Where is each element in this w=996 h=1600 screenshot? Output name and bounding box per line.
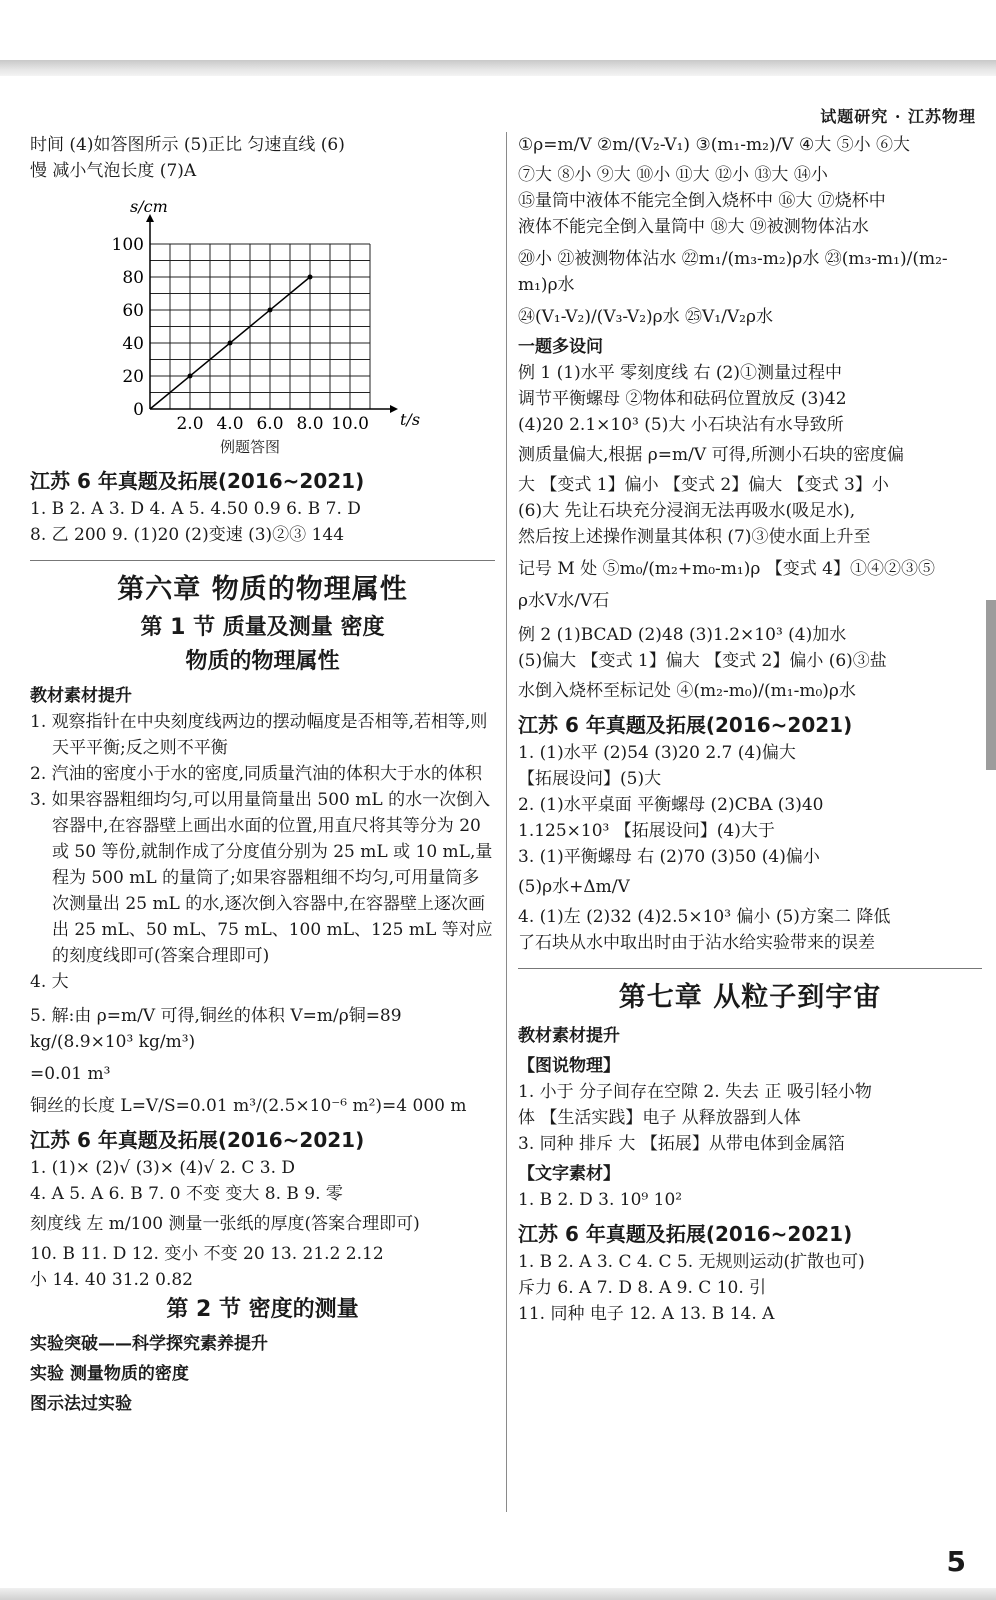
example-line: 调节平衡螺母 ②物体和砝码位置放反 (3)42 (518, 389, 847, 409)
right-column (518, 132, 982, 1327)
subsection-title: 教材素材提升 (30, 686, 132, 706)
answer-line: ⑮量筒中液体不能完全倒入烧杯中 ⑯大 ⑰烧杯中 (518, 191, 886, 211)
bottom-scan-band (0, 1588, 996, 1600)
section-rule (30, 560, 495, 561)
answer-line: ①ρ=m/V ②m/(V₂-V₁) ③(m₁-m₂)/V ④大 ⑤小 ⑥大 (518, 135, 911, 155)
answer-line: (5)ρ水+Δm/V (518, 877, 630, 897)
subsection-title: 实验 测量物质的密度 (30, 1364, 189, 1384)
data-point (188, 374, 193, 379)
y-tick-label: 80 (122, 268, 144, 288)
graph-caption: 例题答图 (220, 438, 281, 456)
example-line: 测质量偏大,根据 ρ=m/V 可得,所测小石块的密度偏 (518, 445, 904, 465)
answer-line: ㉔(V₁-V₂)/(V₃-V₂)ρ水 ㉕V₁/V₂ρ水 (518, 307, 773, 327)
example-line: 例 1 (1)水平 零刻度线 右 (2)①测量过程中 (518, 363, 842, 383)
y-tick-label: 40 (122, 334, 144, 354)
graph-area (30, 184, 495, 434)
answer-line: 4. (1)左 (2)32 (4)2.5×10³ 偏小 (5)方案二 降低 (518, 907, 891, 927)
data-point (228, 341, 233, 346)
x-axis-arrow (390, 405, 398, 413)
answer-line: 液体不能完全倒入量筒中 ⑱大 ⑲被测物体沾水 (518, 217, 869, 237)
example-line: 记号 M 处 ⑤m₀/(m₂+m₀-m₁)ρ 【变式 4】①④②③⑤ (518, 559, 935, 579)
page-number: 5 (946, 1545, 966, 1578)
answer-item: 1. 观察指针在中央刻度线两边的摆动幅度是否相等,若相等,则天平平衡;反之则不平衡 (30, 712, 488, 758)
answer-line: 8. 乙 200 9. (1)20 (2)变速 (3)②③ 144 (30, 525, 345, 545)
answer-item: 3. 如果容器粗细均匀,可以用量筒量出 500 mL 的水一次倒入容器中,在容器壁上画出水面的位置,用直尺将其等分为 20 或 50 等份,就制作成了分度值分别为 25 mL 或 10 mL,量程为 500 mL 的量筒了;如果容器粗细不均匀,可用量筒多次测量出 25 mL 的水,逐次倒入容器中,在容器壁上逐次画出 25 mL、50 mL、75 mL、100 mL、125 mL 等对应的刻度线即可(答案合理即可) (30, 790, 493, 966)
y-axis-label: s/cm (130, 197, 168, 216)
node-title: 第 2 节 密度的测量 (166, 1297, 359, 1322)
answer-line: 时间 (4)如答图所示 (5)正比 匀速直线 (6) (30, 135, 345, 155)
y-tick-label: 20 (122, 367, 144, 387)
answer-item: 4. 大 (30, 972, 69, 992)
answer-line: ⑦大 ⑧小 ⑨大 ⑩小 ⑪大 ⑫小 ⑬大 ⑭小 (518, 165, 828, 185)
subsection-label: 【图说物理】 (518, 1056, 620, 1076)
answer-line: 体 【生活实践】电子 从释放器到人体 (518, 1108, 801, 1128)
x-tick-label: 10.0 (331, 414, 369, 434)
section-rule (518, 968, 982, 969)
st-graph (30, 184, 495, 434)
answer-line: 1. B 2. A 3. D 4. A 5. 4.50 0.9 6. B 7. D (30, 499, 361, 519)
example-line: (5)偏大 【变式 1】偏大 【变式 2】偏小 (6)③盐 (518, 651, 887, 671)
answer-line: 1.125×10³ 【拓展设问】(4)大于 (518, 821, 775, 841)
example-line: ρ水V水/V石 (518, 591, 610, 611)
answer-line: 1. B 2. D 3. 10⁹ 10² (518, 1190, 683, 1210)
subsection-title: 实验突破——科学探究素养提升 (30, 1334, 268, 1354)
answer-line: 10. B 11. D 12. 变小 不变 20 13. 21.2 2.12 (30, 1244, 384, 1264)
example-line: 大 【变式 1】偏小 【变式 2】偏大 【变式 3】小 (518, 475, 889, 495)
data-point (308, 275, 313, 280)
answer-line: ⑳小 ㉑被测物体沾水 ㉒m₁/(m₃-m₂)ρ水 ㉓(m₃-m₁)/(m₂-m₁)ρ水 (518, 249, 948, 295)
y-tick-label: 60 (122, 301, 144, 321)
example-line: (6)大 先让石块充分浸润无法再吸水(吸足水), (518, 501, 856, 521)
answer-line: 3. 同种 排斥 大 【拓展】从带电体到金属箔 (518, 1134, 845, 1154)
answer-line: 小 14. 40 31.2 0.82 (30, 1270, 193, 1290)
section-title: 江苏 6 年真题及拓展(2016~2021) (518, 1222, 853, 1246)
answer-line: 刻度线 左 m/100 测量一张纸的厚度(答案合理即可) (30, 1214, 420, 1234)
answer-line: 慢 减小气泡长度 (7)A (30, 161, 197, 181)
chapter-title: 第六章 物质的物理属性 (117, 574, 408, 605)
example-line: (4)20 2.1×10³ (5)大 小石块沾有水导致所 (518, 415, 844, 435)
example-line: 水倒入烧杯至标记处 ④(m₂-m₀)/(m₁-m₀)ρ水 (518, 681, 856, 701)
x-tick-label: 8.0 (296, 414, 324, 434)
data-point (268, 308, 273, 313)
x-tick-label: 2.0 (176, 414, 204, 434)
answer-line: =0.01 m³ (30, 1064, 111, 1084)
y-tick-label: 0 (133, 400, 144, 420)
subsection-title: 图示法过实验 (30, 1394, 132, 1414)
example-line: 例 2 (1)BCAD (2)48 (3)1.2×10³ (4)加水 (518, 625, 847, 645)
answer-item: 2. 汽油的密度小于水的密度,同质量汽油的体积大于水的体积 (30, 764, 483, 784)
answer-line: 5. 解:由 ρ=m/V 可得,铜丝的体积 V=m/ρ铜=89 kg/(8.9×10³ kg/m³) (30, 1006, 402, 1052)
top-scan-band (0, 60, 996, 76)
column-divider (506, 132, 507, 1512)
subsection-title: 教材素材提升 (518, 1026, 620, 1046)
answer-line: 11. 同种 电子 12. A 13. B 14. A (518, 1304, 775, 1324)
answer-line: 了石块从水中取出时由于沾水给实验带来的误差 (518, 933, 875, 953)
subsection-label: 【文字素材】 (518, 1164, 620, 1184)
node-title: 第 1 节 质量及测量 密度 (140, 615, 385, 640)
side-tab (986, 600, 996, 770)
answer-line: 1. B 2. A 3. C 4. C 5. 无规则运动(扩散也可) (518, 1252, 865, 1272)
answer-line: 【拓展设问】(5)大 (518, 769, 662, 789)
section-title: 江苏 6 年真题及拓展(2016~2021) (30, 1128, 365, 1152)
answer-line: 1. (1)× (2)√ (3)× (4)√ 2. C 3. D (30, 1158, 296, 1178)
example-line: 然后按上述操作测量其体积 (7)③使水面上升至 (518, 527, 871, 547)
answer-line: 铜丝的长度 L=V/S=0.01 m³/(2.5×10⁻⁶ m²)=4 000 m (30, 1096, 467, 1116)
answer-line: 4. A 5. A 6. B 7. 0 不变 变大 8. B 9. 零 (30, 1184, 343, 1204)
x-tick-label: 4.0 (216, 414, 244, 434)
answer-line: 1. (1)水平 (2)54 (3)20 2.7 (4)偏大 (518, 743, 796, 763)
node-title: 物质的物理属性 (185, 649, 340, 674)
answer-line: 1. 小于 分子间存在空隙 2. 失去 正 吸引轻小物 (518, 1082, 872, 1102)
answer-line: 3. (1)平衡螺母 右 (2)70 (3)50 (4)偏小 (518, 847, 820, 867)
answer-line: 斥力 6. A 7. D 8. A 9. C 10. 引 (518, 1278, 767, 1298)
x-tick-label: 6.0 (256, 414, 284, 434)
subsection-title: 一题多设问 (518, 337, 603, 357)
chapter-title: 第七章 从粒子到宇宙 (618, 982, 882, 1013)
answer-line: 2. (1)水平桌面 平衡螺母 (2)CBA (3)40 (518, 795, 824, 815)
y-tick-label: 100 (111, 235, 144, 255)
section-title: 江苏 6 年真题及拓展(2016~2021) (30, 469, 365, 493)
x-axis-label: t/s (400, 410, 421, 429)
running-head: 试题研究 · 江苏物理 (820, 107, 976, 126)
section-title: 江苏 6 年真题及拓展(2016~2021) (518, 713, 853, 737)
left-column (30, 132, 495, 1417)
